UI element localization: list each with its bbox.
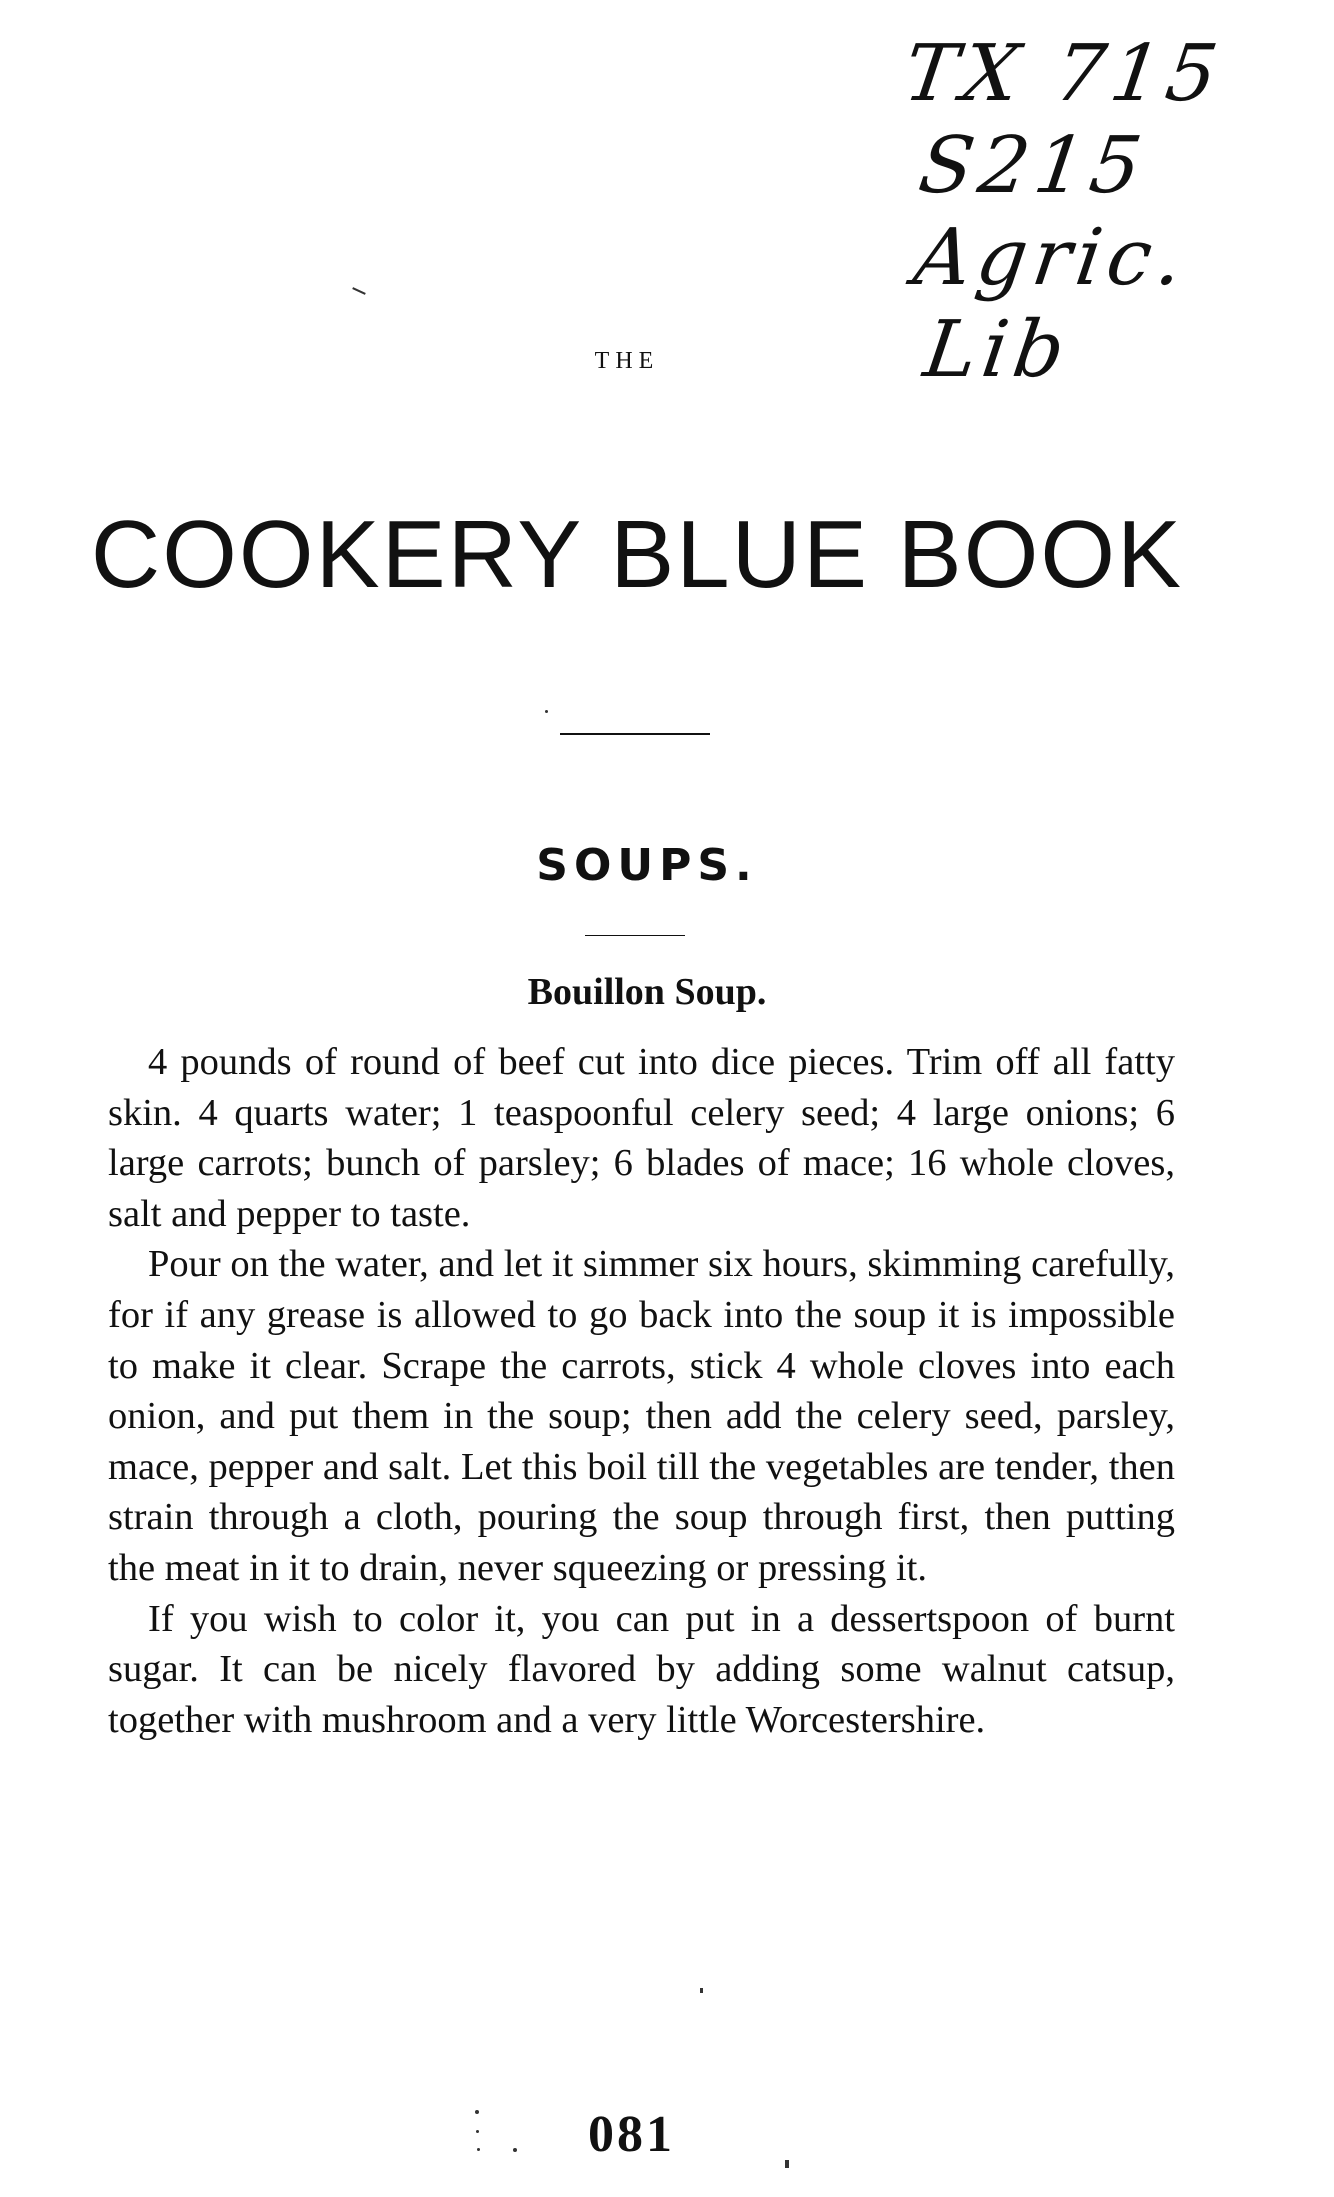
- ink-speck: [477, 2148, 480, 2151]
- recipe-title: Bouillon Soup.: [527, 971, 767, 1013]
- call-number-line: Lib: [918, 305, 1077, 395]
- ink-speck: [545, 710, 548, 713]
- section-divider: [585, 935, 685, 936]
- recipe-paragraph-ingredients: 4 pounds of round of beef cut into dice pieces. Trim off all fatty skin. 4 quarts water; 1 teaspoonful celery seed; 4 large onions; 6 large carrots; bunch of parsley; 6 blades of mace; 16 whole cloves, salt and pepper to taste.: [108, 1041, 1175, 1235]
- title-divider: [560, 733, 710, 735]
- call-number-line: TX 715: [898, 29, 1229, 119]
- title-article: THE: [594, 348, 660, 374]
- ink-speck: [475, 2110, 479, 2114]
- ink-speck: [513, 2148, 517, 2152]
- recipe-paragraph-coloring: If you wish to color it, you can put in a dessertspoon of burnt sugar. It can be nicely flavored by adding some walnut catsup, together with mushroom and a very little Worcestershire.: [108, 1597, 1175, 1741]
- call-number-line: S215: [913, 121, 1153, 211]
- handwritten-call-number: [898, 28, 1229, 396]
- book-title: COOKERY BLUE BOOK: [90, 501, 1184, 608]
- call-number-line: Agric.: [908, 213, 1195, 303]
- recipe-paragraph-method: Pour on the water, and let it simmer six hours, skimming carefully, for if any grease is allowed to go back into the soup it is impossible to make it clear. Scrape the carrots, stick 4 whole cloves into each onion, and put them in the soup; then add the celery seed, parsley, mace, pepper and salt. Let this boil till the vegetables are tender, then strain through a cloth, pouring the soup through first, then putting the meat in it to drain, never squeezing or pressing it.: [108, 1243, 1175, 1589]
- section-title: SOUPS.: [536, 840, 758, 891]
- ink-speck: [785, 2160, 789, 2168]
- ink-speck: [700, 1988, 703, 1993]
- ink-speck: [476, 2130, 479, 2133]
- ink-speck: [352, 287, 366, 295]
- recipe-body: [108, 1037, 1175, 1745]
- page-number: 081: [588, 2106, 675, 2163]
